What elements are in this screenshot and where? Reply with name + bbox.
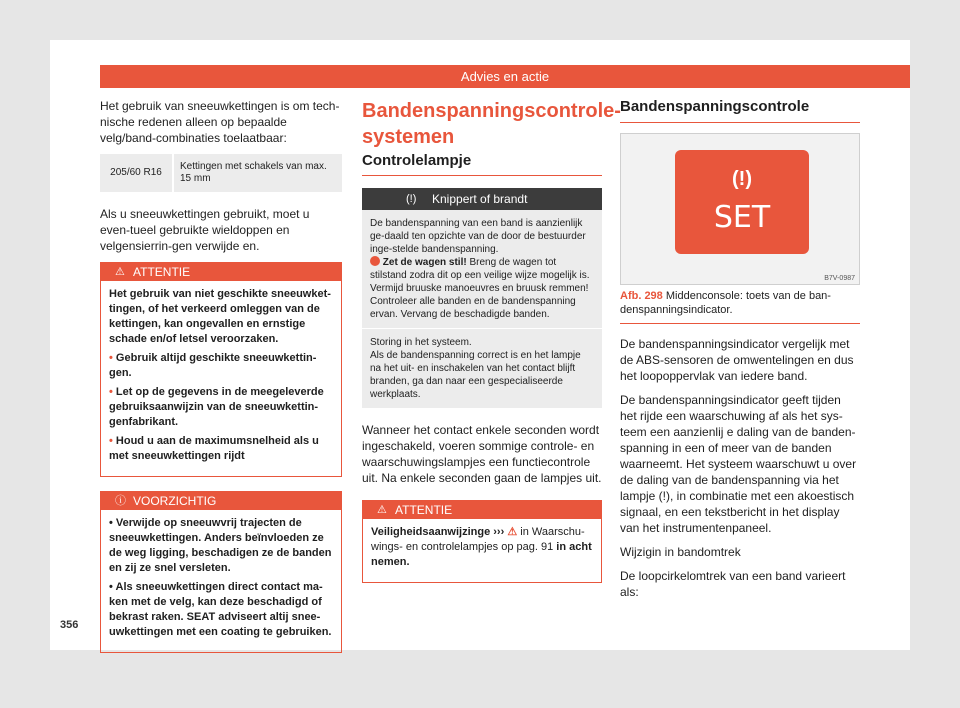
stop-label: Zet de wagen stil! bbox=[382, 257, 467, 268]
bullet-icon: • bbox=[109, 517, 116, 529]
stop-icon bbox=[370, 256, 380, 266]
warning-lamp-label: Knippert of brandt bbox=[432, 192, 528, 206]
voorzichtig-body bbox=[101, 510, 341, 652]
chain-spec-table bbox=[100, 154, 342, 192]
warning-text-1: De bandenspanning van een band is aanzienlijk ge-daald ten opzichte van de door de bestuurder inge-stelde bandenspanning. bbox=[370, 218, 586, 255]
attentie-box-2 bbox=[362, 500, 602, 583]
voorzichtig-bullet-text: Verwijde op sneeuwvrij trajecten de sneeuwkettingen. Anders beïnvloeden ze de weg ligging, beschadigen ze de banden en zij ze snel versleten. bbox=[109, 517, 332, 574]
tpms-icon: (!) bbox=[732, 168, 752, 190]
reference-a: Veiligheidsaanwijzinge ››› bbox=[371, 526, 505, 538]
section-title: Bandenspanningscontrole-systemen bbox=[362, 100, 621, 148]
body-text-1: De bandenspanningsindicator vergelijk met de ABS-sensoren de omwentelingen en dus het loopoppervlak van iedere band. bbox=[620, 337, 854, 383]
attentie-bullet-text: Houd u aan de maximumsnelheid als u met sneeuwkettingen rijdt bbox=[109, 435, 319, 462]
voorzichtig-header bbox=[101, 492, 341, 510]
list-item bbox=[109, 580, 333, 640]
warning-triangle-icon: ⚠ bbox=[115, 266, 125, 278]
attentie-label: ATTENTIE bbox=[133, 265, 191, 279]
bullet-icon: • bbox=[109, 352, 116, 364]
hubcap-text: Als u sneeuwkettingen gebruikt, moet u even-tueel gebruikte wieldoppen en velgensierrin-gen verwijde en. bbox=[100, 207, 310, 253]
column-right bbox=[620, 98, 860, 608]
bullet-icon: • bbox=[109, 581, 116, 593]
tpms-set-button-image bbox=[675, 150, 809, 254]
attentie-header bbox=[101, 263, 341, 281]
body-text-3: De loopcirkelomtrek van een band varieert als: bbox=[620, 569, 846, 599]
set-label: SET bbox=[713, 200, 771, 235]
info-circle-icon: ⓘ bbox=[115, 495, 126, 507]
warning-triangle-icon: ⚠ bbox=[377, 504, 387, 516]
figure-label: Afb. 298 bbox=[620, 290, 663, 302]
manual-page bbox=[50, 40, 910, 650]
voorzichtig-label: VOORZICHTIG bbox=[133, 494, 217, 508]
subheading: Wijzigin in bandomtrek bbox=[620, 545, 741, 559]
voorzichtig-bullet-text: Als sneeuwkettingen direct contact ma-ken met de velg, kan deze beschadigd of bekrast raken. SEAT adviseert altij snee-uwkettingen met een coating te gebruiken. bbox=[109, 581, 332, 638]
figure-code: B7V-0987 bbox=[824, 275, 855, 282]
section-title-right: Bandenspanningscontrole bbox=[620, 98, 860, 123]
list-item bbox=[109, 351, 333, 381]
attentie-lead: Het gebruik van niet geschikte sneeuwket-tingen, of het verkeerd omleggen van de kettingen, kan ongevallen en ernstige schade en/of letsel veroorzaken. bbox=[109, 288, 331, 345]
attentie-header bbox=[363, 501, 601, 519]
list-item bbox=[109, 516, 333, 576]
attentie-reference bbox=[371, 525, 593, 570]
storing-body bbox=[362, 328, 602, 408]
warning-text bbox=[370, 217, 594, 321]
bullet-icon: • bbox=[109, 435, 116, 447]
tpms-icon: (!) bbox=[406, 193, 417, 205]
attentie-bullet-text: Let op de gegevens in de meegeleverde gebruiksaanwijzin van de sneeuwkettin-genfabrikant. bbox=[109, 386, 324, 428]
storing-title: Storing in het systeem. bbox=[370, 337, 472, 348]
attentie-label: ATTENTIE bbox=[395, 503, 453, 517]
storing-text: Als de bandenspanning correct is en het lampje na het uit- en inschakelen van het contact blijft branden, ga dan naar een gespecialiseerde werkplaats. bbox=[370, 350, 581, 400]
intro-text: Het gebruik van sneeuwkettingen is om tech-nische redenen alleen op bepaalde velg/band-combinaties toelaatbaar: bbox=[100, 99, 340, 145]
table-row bbox=[100, 154, 342, 192]
warning-triangle-icon: ⚠ bbox=[507, 526, 518, 538]
bullet-icon: • bbox=[109, 386, 116, 398]
function-check-text: Wanneer het contact enkele seconden wordt ingeschakeld, voeren sommige controle- en waarschuwingslampjes een functiecontrole uit. Na enkele seconden gaan de lampjes uit. bbox=[362, 423, 602, 485]
attentie-bullet-text: Gebruik altijd geschikte sneeuwkettin-gen. bbox=[109, 352, 317, 379]
column-left bbox=[100, 98, 342, 667]
reference-link[interactable]: in Waarschu-wings- en controlelampjes op pag. 91 bbox=[371, 526, 585, 553]
warning-lamp-body bbox=[362, 210, 602, 328]
warning-lamp-header bbox=[362, 188, 602, 210]
column-middle bbox=[362, 98, 621, 597]
warning-lamp-table bbox=[362, 188, 602, 408]
figure-tpms-button bbox=[620, 133, 860, 285]
reference-c: in acht nemen. bbox=[371, 541, 592, 568]
figure-caption-text: Middenconsole: toets van de ban-denspanningsindicator. bbox=[620, 290, 831, 316]
tire-size-cell: 205/60 R16 bbox=[100, 154, 173, 192]
body-text-2: De bandenspanningsindicator geeft tijden het rijde een waarschuwing af als het sys-teem een aanzienlij e daling van de banden-spanning in een of meer van de banden waarneemt. Het systeem waarschuwt u over de daling van de bandenspanning via het lampje (!), in combinatie met een akoestisch signaal, en een tekstbericht in het display van het instrumentenpaneel. bbox=[620, 393, 857, 535]
voorzichtig-box bbox=[100, 491, 342, 653]
attentie-box bbox=[100, 262, 342, 477]
page-number: 356 bbox=[60, 619, 79, 631]
attentie-body bbox=[101, 281, 341, 476]
subsection-title: Controlelampje bbox=[362, 152, 602, 176]
warning-text-2: Breng de wagen tot stilstand zodra dit op een veilige wijze mogelijk is. Vermijd bruuske manoeuvres en bruusk remmen! Controleer alle banden en de bandenspanning ervan. Vervang de beschadigde banden. bbox=[370, 257, 590, 320]
list-item bbox=[109, 434, 333, 464]
figure-caption bbox=[620, 289, 860, 324]
list-item bbox=[109, 385, 333, 430]
chain-desc-cell: Kettingen met schakels van max. 15 mm bbox=[180, 161, 327, 184]
section-header: Advies en actie bbox=[100, 65, 910, 88]
attentie-body bbox=[363, 519, 601, 582]
